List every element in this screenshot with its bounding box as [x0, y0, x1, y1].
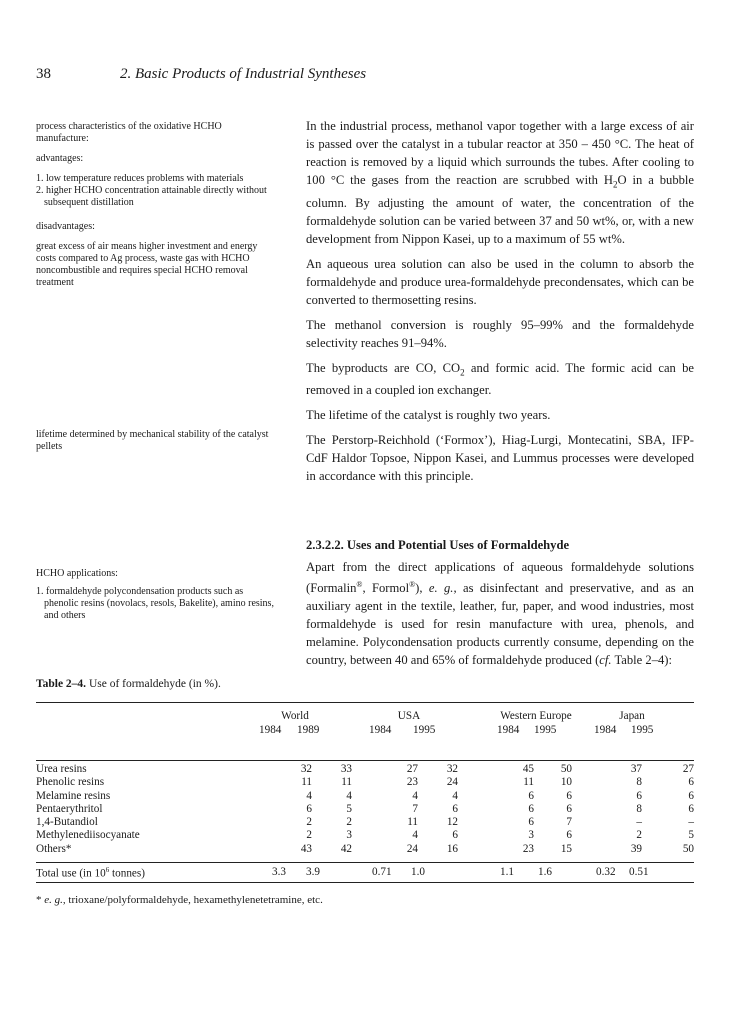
table-cell: 50: [682, 842, 694, 855]
table-cell: 37: [630, 763, 642, 775]
applications-list: [36, 586, 276, 622]
table-cell: 27: [682, 763, 694, 775]
table-cell: 6: [566, 829, 572, 842]
table-footnote: * e. g., trioxane/polyformaldehyde, hexamethylenetetramine, etc.: [36, 894, 323, 906]
table-cell: 5: [688, 829, 694, 842]
table-cell: 3: [528, 829, 534, 842]
table-cell: 15: [560, 842, 572, 855]
formaldehyde-use-table: [36, 763, 694, 856]
table-row: [36, 816, 694, 829]
table-cell: 27: [406, 763, 418, 775]
table-cell: 6: [528, 816, 534, 829]
paragraph: The Perstorp-Reichhold (‘Formox’), Hiag-Lurgi, Montecatini, SBA, IFP-CdF Haldor Topsoe, Nippon Kasei, and Lummus processes were developed in accordance with this principle.: [306, 433, 694, 484]
table-cell: 4: [452, 789, 458, 802]
table-cell: 24: [406, 842, 418, 855]
chapter-title: 2. Basic Products of Industrial Syntheses: [120, 66, 367, 82]
table-cell: 2: [306, 816, 312, 829]
col-group-usa: USA: [397, 710, 421, 722]
table-cell: 45: [522, 763, 534, 775]
total-label: Total use (in $10^6$ tonnes): [36, 866, 145, 880]
sidebar-applications: [36, 568, 276, 622]
total-value: 0.32: [596, 866, 616, 878]
table-cell: 6: [688, 802, 694, 815]
table-cell: 23: [406, 776, 418, 789]
disadvantages-text: great excess of air means higher investment and energy costs compared to Ag process, waste gas with HCHO noncombustible and requires special HCHO removal treatment: [36, 241, 258, 288]
table-cell: 24: [446, 776, 458, 789]
table-cell: 4: [412, 789, 418, 802]
disadvantages-label: disadvantages:: [36, 221, 95, 232]
table-cell: 11: [301, 776, 312, 789]
table-cell: 32: [446, 763, 458, 775]
table-row: [36, 776, 694, 789]
list-item: 1. formaldehyde polycondensation products such as phenolic resins (novolacs, resols, Bakelite), amino resins, and others: [36, 586, 274, 621]
table-cell: –: [688, 816, 694, 829]
paragraph: Apart from the direct applications of aqueous formaldehyde solutions (Formalin®, Formol®), e. g., as disinfectant and preservative, and as an auxiliary agent in the textile, leather, fur, paper, and wood industries, most formaldehyde is used for resin manufacture with urea, phenols, and melamine. Polycondensation products currently consume, depending on the country, between 40 and 65% of formaldehyde produced (cf. Table 2–4):: [306, 560, 694, 668]
table-row: [36, 803, 694, 816]
table-cell: 10: [560, 776, 572, 789]
table-cell: –: [636, 816, 642, 829]
table-cell: 5: [346, 802, 352, 815]
year-header: 1989: [297, 724, 320, 736]
table-cell: 8: [636, 776, 642, 789]
table-top-rule: [36, 702, 694, 703]
col-group-japan: Japan: [619, 710, 645, 722]
row-label: Pentaerythritol: [36, 802, 103, 815]
table-row: [36, 763, 694, 776]
main-text: [306, 117, 694, 492]
year-header: 1984: [594, 724, 617, 736]
table-cell: 6: [688, 776, 694, 789]
paragraph: In the industrial process, methanol vapor together with a large excess of air is passed over the catalyst in a tubular reactor at 350 – 450 °C. The heat of reaction is removed by a liquid which surrounds the tubes. After cooling to 100 °C the gases from the reaction are scrubbed with $H_2O$ in a bubble column. By adjusting the amount of water, the concentration of the formaldehyde solution can be varied between 37 and 50 wt%, or, with a new development from Nippon Kasei, up to a maximum of 55 wt%.: [306, 119, 694, 246]
table-cell: 43: [300, 842, 312, 855]
row-label: Others*: [36, 842, 72, 855]
table-row: [36, 790, 694, 803]
table-cell: 42: [340, 842, 352, 855]
total-value: 1.1: [500, 866, 514, 878]
table-cell: 4: [306, 789, 312, 802]
table-cell: 12: [446, 816, 458, 829]
year-header: 1995: [534, 724, 557, 736]
table-total-rule: [36, 862, 694, 863]
table-cell: 2: [306, 829, 312, 842]
table-cell: 32: [300, 763, 312, 775]
table-caption: Table 2–4. Use of formaldehyde (in %).: [36, 678, 221, 690]
total-value: 0.51: [629, 866, 649, 878]
lifetime-note: lifetime determined by mechanical stability of the catalyst pellets: [36, 429, 269, 452]
advantages-label: advantages:: [36, 153, 84, 164]
row-label: Urea resins: [36, 763, 87, 775]
table-cell: 6: [566, 802, 572, 815]
table-cell: 11: [523, 776, 534, 789]
row-label: Phenolic resins: [36, 776, 105, 789]
year-header: 1995: [631, 724, 654, 736]
table-cell: 6: [528, 789, 534, 802]
total-value: 1.6: [538, 866, 552, 878]
table-cell: 11: [341, 776, 352, 789]
table-cell: 33: [340, 763, 352, 775]
row-label: 1,4-Butandiol: [36, 816, 98, 829]
uses-section: [306, 536, 694, 676]
sidebar-process-notes: [36, 121, 276, 289]
section-heading: 2.3.2.2. Uses and Potential Uses of Formaldehyde: [306, 538, 570, 552]
table-cell: 39: [630, 842, 642, 855]
table-cell: 8: [636, 802, 642, 815]
total-value: 3.3: [272, 866, 286, 878]
paragraph: An aqueous urea solution can also be used in the column to absorb the formaldehyde and produce urea-formaldehyde precondensates, which can be converted to thermosetting resins.: [306, 256, 694, 307]
total-value: 0.71: [372, 866, 392, 878]
paragraph: The methanol conversion is roughly 95–99% and the formaldehyde selectivity reaches 91–94%.: [306, 317, 694, 350]
table-cell: 7: [412, 802, 418, 815]
table-cell: 6: [636, 789, 642, 802]
table-cell: 6: [688, 789, 694, 802]
advantages-list: [36, 173, 276, 209]
table-cell: 16: [446, 842, 458, 855]
paragraph: The lifetime of the catalyst is roughly two years.: [306, 408, 551, 423]
table-cell: 50: [560, 763, 572, 775]
table-cell: 7: [566, 816, 572, 829]
paragraph: The byproducts are CO, $CO_2$ and formic acid. The formic acid can be removed in a coupled ion exchanger.: [306, 360, 694, 398]
table-cell: 6: [566, 789, 572, 802]
year-header: 1984: [259, 724, 282, 736]
table-cell: 6: [306, 802, 312, 815]
table-cell: 6: [452, 802, 458, 815]
list-item: 1. low temperature reduces problems with materials: [36, 173, 244, 184]
table-cell: 11: [407, 816, 418, 829]
list-item: 2. higher HCHO concentration attainable directly without subsequent distillation: [36, 185, 267, 208]
table-row: [36, 843, 694, 856]
process-title: process characteristics of the oxidative HCHO manufacture:: [36, 121, 222, 144]
table-cell: 2: [346, 816, 352, 829]
table-cell: 3: [346, 829, 352, 842]
table-cell: 4: [412, 829, 418, 842]
table-row: [36, 829, 694, 842]
table-cell: 6: [528, 802, 534, 815]
table-bottom-rule: [36, 882, 694, 883]
table-cell: 6: [452, 829, 458, 842]
applications-label: HCHO applications:: [36, 568, 118, 579]
total-value: 3.9: [306, 866, 320, 878]
year-header: 1995: [413, 724, 436, 736]
table-cell: 23: [522, 842, 534, 855]
year-header: 1984: [369, 724, 392, 736]
table-cell: 4: [346, 789, 352, 802]
table-cell: 2: [636, 829, 642, 842]
total-value: 1.0: [411, 866, 425, 878]
page-number: 38: [36, 66, 51, 82]
row-label: Melamine resins: [36, 789, 111, 802]
year-header: 1984: [497, 724, 520, 736]
row-label: Methylenediisocyanate: [36, 829, 140, 842]
col-group-world: World: [281, 710, 309, 722]
table-header-rule: [36, 760, 694, 761]
col-group-western-europe: Western Europe: [500, 710, 572, 722]
